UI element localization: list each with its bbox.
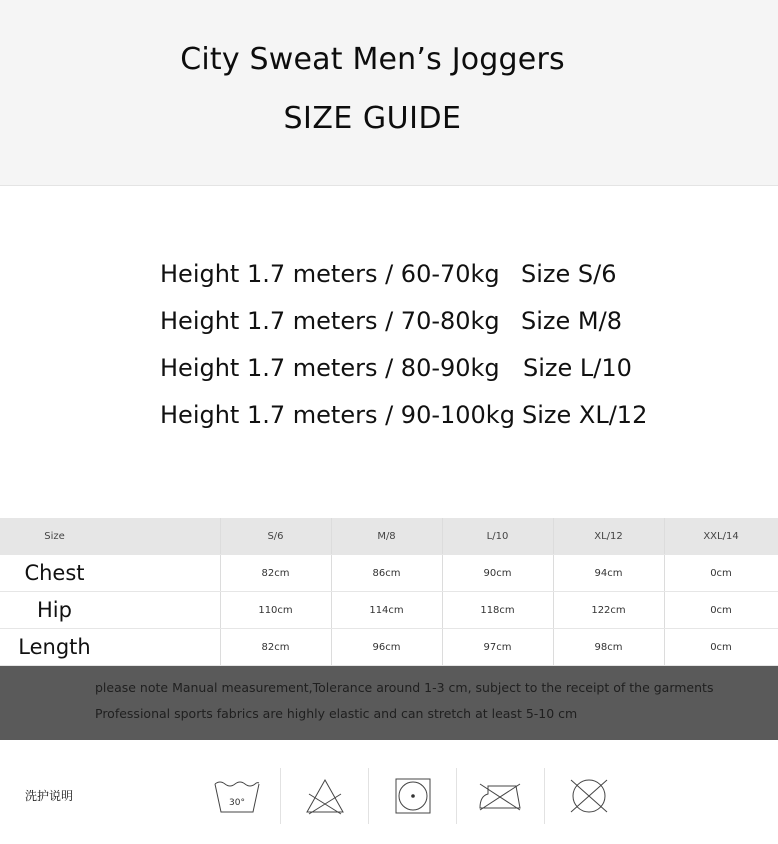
size-text: Size XL/12 bbox=[522, 401, 648, 429]
do-not-bleach-icon bbox=[299, 770, 351, 822]
measurement-cell: 0cm bbox=[664, 629, 778, 666]
size-column-header: XXL/14 bbox=[664, 518, 778, 555]
size-column-header: L/10 bbox=[442, 518, 553, 555]
row-label: Length bbox=[0, 629, 109, 666]
size-text: Size L/10 bbox=[523, 354, 632, 382]
table-header-row bbox=[0, 518, 778, 555]
measurement-cell: 0cm bbox=[664, 592, 778, 629]
measurement-cell: 82cm bbox=[220, 629, 331, 666]
note-text: Professional sports fabrics are highly elastic and can stretch at least 5-10 cm bbox=[95, 706, 578, 721]
divider bbox=[456, 768, 457, 824]
empty-cell bbox=[109, 592, 220, 629]
size-header-label: Size bbox=[0, 518, 109, 555]
size-text: Size S/6 bbox=[521, 260, 617, 288]
measurement-cell: 114cm bbox=[331, 592, 442, 629]
measurement-cell: 94cm bbox=[553, 555, 664, 592]
size-text: Size M/8 bbox=[521, 307, 622, 335]
size-chart-table bbox=[0, 518, 778, 666]
measurement-cell: 110cm bbox=[220, 592, 331, 629]
measurement-cell: 98cm bbox=[553, 629, 664, 666]
care-instructions-label: 洗护说明 bbox=[25, 789, 74, 803]
table-row-hip bbox=[0, 592, 778, 629]
measurement-cell: 118cm bbox=[442, 592, 553, 629]
header-banner bbox=[0, 0, 778, 186]
measurement-cell: 97cm bbox=[442, 629, 553, 666]
product-title: City Sweat Men’s Joggers bbox=[180, 42, 565, 77]
do-not-dry-clean-icon bbox=[563, 770, 615, 822]
size-guide-heading: SIZE GUIDE bbox=[283, 101, 462, 136]
divider bbox=[280, 768, 281, 824]
empty-cell bbox=[109, 518, 220, 555]
empty-cell bbox=[109, 555, 220, 592]
measurement-cell: 0cm bbox=[664, 555, 778, 592]
wash-30-icon bbox=[211, 770, 263, 822]
table-row-length bbox=[0, 629, 778, 666]
height-weight-text: Height 1.7 meters / 90-100kg bbox=[160, 401, 515, 429]
note-text: please note Manual measurement,Tolerance around 1-3 cm, subject to the receipt of the garments bbox=[95, 680, 714, 695]
table-row-chest bbox=[0, 555, 778, 592]
empty-cell bbox=[109, 629, 220, 666]
wash-temperature-text: 30° bbox=[229, 798, 245, 808]
measurement-cell: 82cm bbox=[220, 555, 331, 592]
size-column-header: XL/12 bbox=[553, 518, 664, 555]
height-weight-text: Height 1.7 meters / 60-70kg bbox=[160, 260, 500, 288]
height-weight-text: Height 1.7 meters / 80-90kg bbox=[160, 354, 500, 382]
row-label: Hip bbox=[0, 592, 109, 629]
size-column-header: S/6 bbox=[220, 518, 331, 555]
tumble-dry-icon bbox=[387, 770, 439, 822]
height-weight-text: Height 1.7 meters / 70-80kg bbox=[160, 307, 500, 335]
divider bbox=[544, 768, 545, 824]
size-column-header: M/8 bbox=[331, 518, 442, 555]
notes-banner bbox=[0, 666, 778, 740]
row-label: Chest bbox=[0, 555, 109, 592]
measurement-cell: 90cm bbox=[442, 555, 553, 592]
do-not-iron-icon bbox=[474, 770, 526, 822]
measurement-cell: 86cm bbox=[331, 555, 442, 592]
measurement-cell: 96cm bbox=[331, 629, 442, 666]
divider bbox=[368, 768, 369, 824]
measurement-cell: 122cm bbox=[553, 592, 664, 629]
